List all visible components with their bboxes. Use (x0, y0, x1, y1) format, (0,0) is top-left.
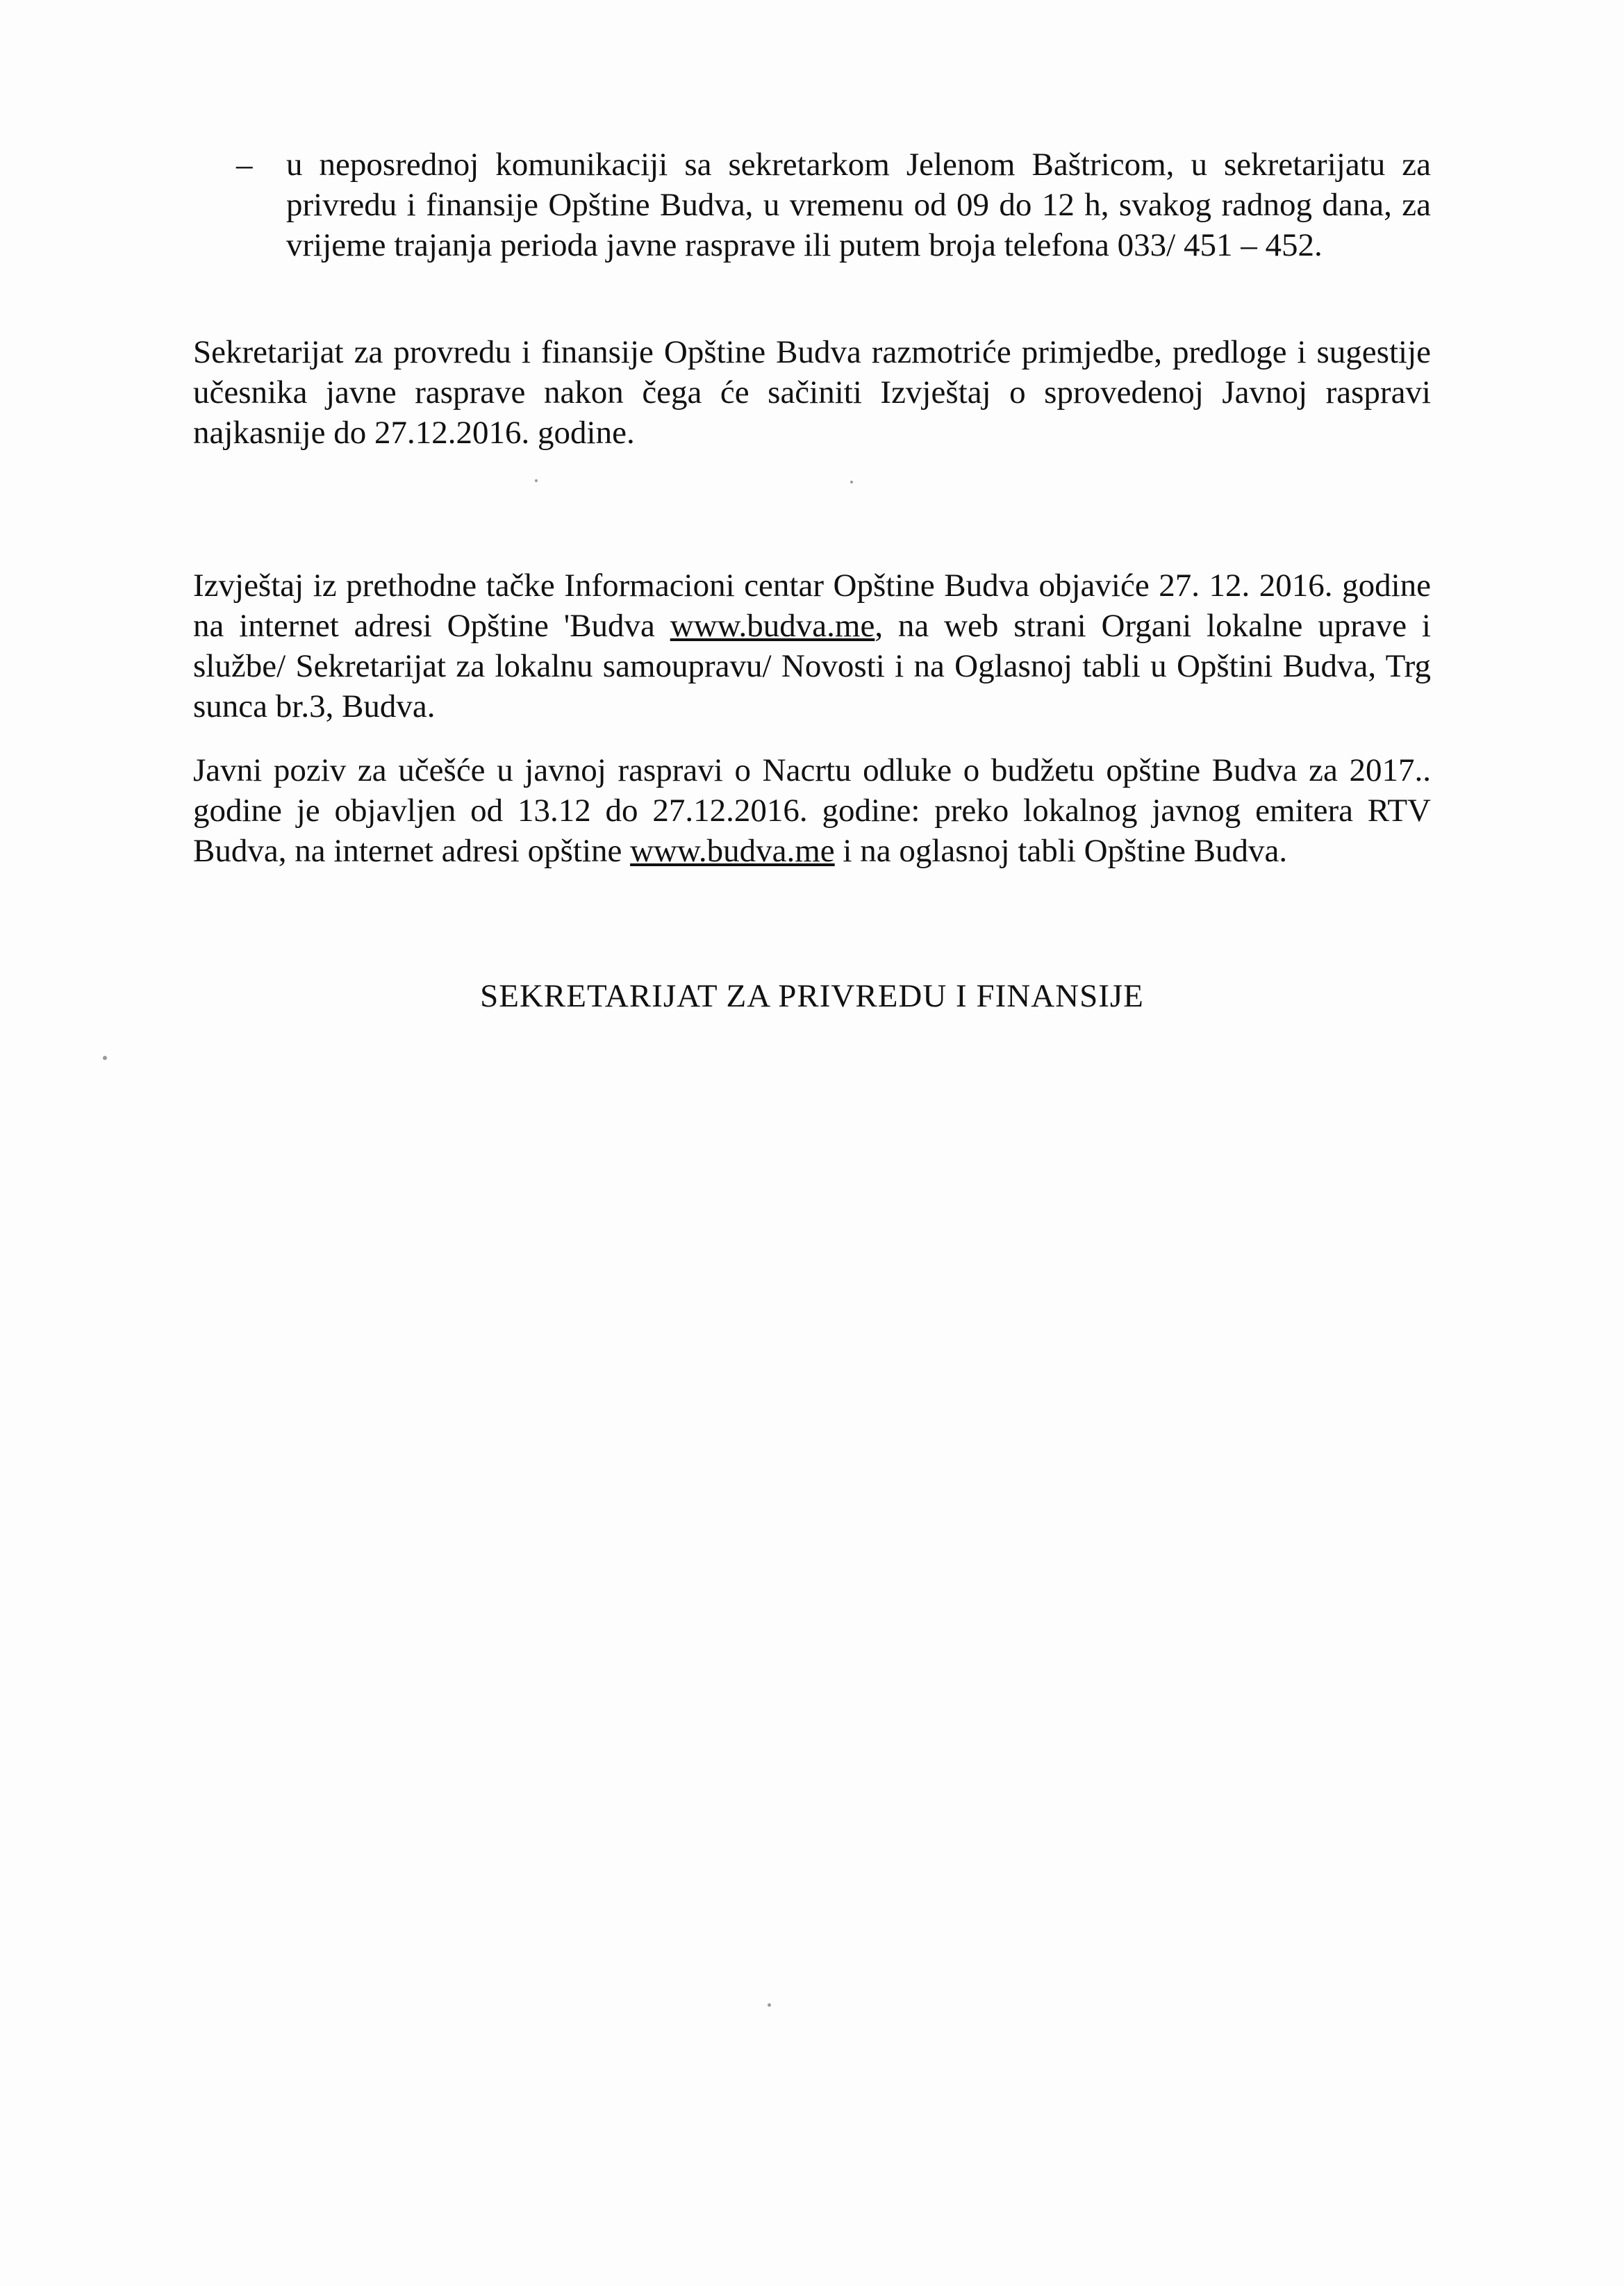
line-text: i na oglasnoj tabli Opštine Budva. (834, 833, 1288, 869)
scan-speck (850, 481, 853, 483)
bullet-text (286, 144, 1431, 265)
bullet-dash: – (236, 147, 253, 183)
scan-speck (535, 479, 538, 482)
paragraph-line: najkasnije do 27.12.2016. godine. (193, 415, 635, 451)
paragraph-line: učesnika javne rasprave nakon čega će sačiniti Izvještaj o sprovedenoj Javnoj raspravi (193, 374, 1431, 411)
paragraph-line: godine je objavljen od 13.12 do 27.12.2016. godine: preko lokalnog javnog emitera RTV (193, 793, 1431, 829)
scan-speck (768, 2003, 771, 2007)
paragraph-line: Izvještaj iz prethodne tačke Informacioni centar Opštine Budva objaviće 27. 12. 2016. godine (193, 568, 1431, 604)
paragraph-line: službe/ Sekretarijat za lokalnu samoupravu/ Novosti i na Oglasnoj tabli u Opštini Budva, Trg (193, 648, 1431, 684)
paragraph-line (193, 831, 1431, 871)
line-text: Budva, na internet adresi opštine (193, 833, 631, 869)
contact-bullet-item (236, 144, 1431, 265)
bullet-line: vrijeme trajanja perioda javne rasprave ili putem broja telefona 033/ 451 – 452. (286, 227, 1323, 263)
line-text: na internet adresi Opštine 'Budva (193, 608, 670, 644)
paragraph-line: Javni poziv za učešće u javnoj raspravi o Nacrtu odluke o budžetu opštine Budva za 2017.. (193, 752, 1431, 788)
bullet-line: privredu i finansije Opštine Budva, u vremenu od 09 do 12 h, svakog radnog dana, za (286, 187, 1431, 223)
paragraph-review (193, 332, 1431, 453)
paragraph-report-publication (193, 565, 1431, 727)
paragraph-line: Sekretarijat za provredu i finansije Opštine Budva razmotriće primjedbe, predloge i sugestije (193, 334, 1431, 370)
scan-speck (103, 1056, 107, 1060)
paragraph-public-call (193, 750, 1431, 871)
paragraph-line: sunca br.3, Budva. (193, 688, 436, 724)
website-link[interactable]: www.budva.me (630, 833, 835, 869)
bullet-line: u neposrednoj komunikaciji sa sekretarkom Jelenom Baštricom, u sekretarijatu za (286, 147, 1431, 183)
website-link[interactable]: www.budva.me (670, 608, 875, 644)
line-text: , na web strani Organi lokalne uprave i (875, 608, 1431, 644)
signature-department: SEKRETARIJAT ZA PRIVREDU I FINANSIJE (480, 978, 1144, 1014)
paragraph-line (193, 606, 1431, 646)
